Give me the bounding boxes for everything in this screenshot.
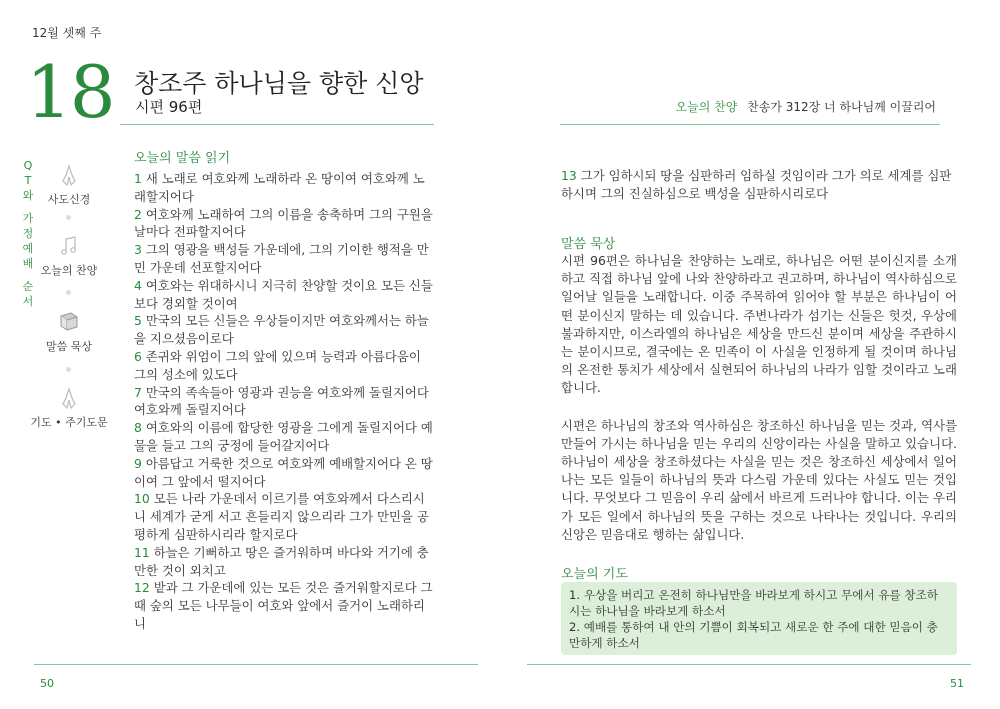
sidebar-item-meditation: [34, 310, 104, 354]
footer-divider-right: [527, 664, 971, 665]
sidebar-dot: [66, 367, 71, 372]
header-divider-left: [120, 124, 434, 125]
sidebar-item-hymn: [34, 234, 104, 278]
praying-hands-icon: [57, 386, 81, 410]
verse: 4 여호와는 위대하시니 지극히 찬양할 것이요 모든 신들보다 경외할 것이여: [134, 277, 433, 311]
page-number-right: 51: [950, 677, 964, 690]
meditation-text: [561, 252, 957, 563]
page-title: 창조주 하나님을 향한 신앙: [134, 69, 424, 98]
week-label: 12월 셋째 주: [32, 26, 102, 40]
meditation-paragraph: 시편 96편은 하나님을 찬양하는 노래로, 하나님은 어떤 분이신지를 소개하고 직접 하나님 앞에 나와 찬양하라고 권고하며, 하나님이 역사하심으로 일어날 일들을 노래합니다. 이중 주목하여 읽어야 할 부분은 하나님이 어떤 분이신지 말하는 데 있습니다. 주변나라가 섬기는 신들은 헛것, 우상에 불과하지만, 이스라엘의 하나님은 세상을 만드신 분이며 세상을 주관하시는 분이시므로, 결국에는 온 민족이 이 사실을 인정하게 될 것이며 하나님의 온전한 통치가 세상에서 실현되어 하나님의 나라가 임할 것이라고 노래합니다.: [561, 253, 957, 396]
sidebar-item-label: 오늘의 찬양: [40, 264, 98, 277]
verse: 2 여호와께 노래하여 그의 이름을 송축하며 그의 구원을 날마다 전파할지어다: [134, 206, 433, 240]
reading-heading: 오늘의 말씀 읽기: [134, 151, 231, 166]
day-number: 18: [26, 50, 114, 134]
header-divider-right: [560, 124, 940, 125]
prayer-box: [561, 582, 957, 655]
verse: 7 만국의 족속들아 영광과 권능을 여호와께 돌릴지어다 여호와께 돌릴지어다: [134, 384, 429, 418]
meditation-heading: 말씀 묵상: [561, 237, 616, 252]
verse: 1 새 노래로 여호와께 노래하라 온 땅이여 여호와께 노래할지어다: [134, 171, 425, 204]
sidebar-item-label: 사도신경: [47, 193, 91, 206]
sidebar-item-prayer: [30, 386, 108, 430]
verse: 11 하늘은 기뻐하고 땅은 즐거워하며 바다와 거기에 충만한 것이 외치고: [134, 544, 429, 578]
sidebar-item-label: 말씀 묵상: [45, 340, 92, 353]
meditation-paragraph: 시편은 하나님의 창조와 역사하심은 창조하신 하나님을 믿는 것과, 역사를 만들어 가시는 하나님을 믿는 우리의 신앙이라는 사실을 말하고 있습니다. 하나님이 세상을 창조하셨다는 사실을 믿는 것은 창조하신 세상에서 일어나는 모든 일들이 하나님의 뜻과 다스림 가운데 있다는 사실도 믿는 것입니다. 무엇보다 그 믿음이 우리 삶에서 바르게 드러나야 합니다. 이는 우리가 모든 일에서 하나님의 뜻을 구하는 것으로 나타나는 것입니다. 우리의 신앙은 믿음대로 행하는 삶입니다.: [561, 417, 957, 542]
verse: 9 아름답고 거룩한 것으로 여호와께 예배할지어다 온 땅이여 그 앞에서 떨지어다: [134, 455, 433, 489]
scripture-text: [134, 170, 436, 633]
page-number-left: 50: [40, 677, 54, 690]
music-note-icon: [57, 234, 81, 258]
prayer-line: 1. 우상을 버리고 온전히 하나님만을 바라보게 하시고 무에서 유를 창조하시는 하나님을 바라보게 하소서: [569, 588, 939, 618]
verse-continued: 13 그가 임하시되 땅을 심판하러 임하실 것임이라 그가 의로 세계를 심판하시며 그의 진실하심으로 백성을 심판하시리로다: [561, 168, 952, 201]
sidebar-dot: [66, 290, 71, 295]
sidebar-vertical-label: Q T 와 가 정 예 배 순 서: [22, 159, 34, 308]
verse: 6 존귀와 위엄이 그의 앞에 있으며 능력과 아름다움이 그의 성소에 있도다: [134, 348, 421, 382]
sidebar-dot: [66, 215, 71, 220]
hymn-tag: 오늘의 찬양: [675, 100, 738, 114]
prayer-line: 2. 예배를 통하여 내 안의 기쁨이 회복되고 새로운 한 주에 대한 믿음이 충만하게 하소서: [569, 620, 938, 650]
footer-divider-left: [34, 664, 478, 665]
verse: 10 모든 나라 가운데서 이르기를 여호와께서 다스리시니 세계가 굳게 서고 흔들리지 않으리라 그가 만민을 공평하게 심판하시리라 할지로다: [134, 491, 429, 542]
verse: 5 만국의 모든 신들은 우상들이지만 여호와께서는 하늘을 지으셨음이로다: [134, 313, 429, 347]
verse: 12 밭과 그 가운데에 있는 모든 것은 즐거워할지로다 그 때 숲의 모든 나무들이 여호와 앞에서 즐거이 노래하리니: [134, 580, 433, 631]
sidebar-item-creed: [34, 163, 104, 207]
praying-hands-icon: [57, 163, 81, 187]
prayer-heading: 오늘의 기도: [561, 567, 628, 582]
bible-book-icon: [57, 310, 81, 334]
verse: 3 그의 영광을 백성들 가운데에, 그의 기이한 행적을 만민 가운데 선포할지어다: [134, 242, 429, 275]
hymn-text: 찬송가 312장 너 하나님께 이끌리어: [747, 100, 936, 114]
scripture-reference: 시편 96편: [135, 98, 203, 116]
today-hymn: [676, 98, 936, 115]
verse: 8 여호와의 이름에 합당한 영광을 그에게 돌릴지어다 예물을 들고 그의 궁정에 들어갈지어다: [134, 420, 433, 453]
sidebar-item-label: 기도 • 주기도문: [30, 416, 108, 429]
